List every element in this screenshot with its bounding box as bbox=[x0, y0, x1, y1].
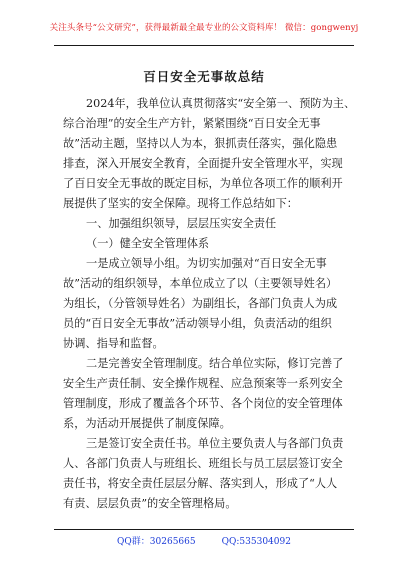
body-line: 一是成立领导小组。为切实加强对“百日安全无事 bbox=[86, 257, 327, 270]
document-body bbox=[63, 94, 363, 514]
body-line: 管理制度，形成了覆盖各个环节、各个岗位的安全管理体 bbox=[63, 397, 343, 410]
header-banner: 关注头条号“公文研究”，获得最新最全最专业的公文资料库！ 微信：gongwenyj bbox=[49, 23, 359, 33]
body-line: 2024年，我单位认真贯彻落实“安全第一、预防为主、 bbox=[86, 97, 356, 110]
body-line: 系，为活动开展提供了制度保障。 bbox=[63, 417, 231, 430]
body-line: 故”活动主题，坚持以人为本，狠抓责任落实，强化隐患 bbox=[63, 137, 338, 150]
body-line: 为组长，（分管领导姓名）为副组长，各部门负责人为成 bbox=[63, 297, 338, 310]
body-line: 一、加强组织领导，层层压实安全责任 bbox=[86, 217, 277, 230]
body-line: 三是签订安全责任书。单位主要负责人与各部门负责 bbox=[86, 437, 344, 450]
body-line: （一）健全安全管理体系 bbox=[86, 237, 210, 250]
header-divider bbox=[54, 45, 354, 46]
body-line: 协调、指导和监督。 bbox=[63, 337, 164, 350]
footer-divider bbox=[54, 529, 354, 530]
body-line: 有责、层层负责”的安全管理格局。 bbox=[63, 497, 237, 510]
footer-contact bbox=[0, 534, 408, 547]
body-line: 了百日安全无事故的既定目标，为单位各项工作的顺利开 bbox=[63, 177, 343, 190]
footer-qq-group: QQ群：30265665 bbox=[117, 537, 196, 547]
body-line: 安全生产责任制、安全操作规程、应急预案等一系列安全 bbox=[63, 377, 343, 390]
body-line: 故”活动的组织领导，本单位成立了以（主要领导姓名） bbox=[63, 277, 338, 290]
body-line: 责任书，将安全责任层层分解、落实到人，形成了“人人 bbox=[63, 477, 338, 490]
body-line: 二是完善安全管理制度。结合单位实际，修订完善了 bbox=[86, 357, 344, 370]
body-line: 排查，深入开展安全教育，全面提升安全管理水平，实现 bbox=[63, 157, 343, 170]
footer-qq: QQ:535304092 bbox=[221, 537, 291, 547]
body-line: 员的“百日安全无事故”活动领导小组，负责活动的组织 bbox=[63, 317, 332, 330]
body-line: 人、各部门负责人与班组长、班组长与员工层层签订安全 bbox=[63, 457, 343, 470]
body-line: 综合治理”的安全生产方针，紧紧围绕“百日安全无事 bbox=[63, 117, 321, 130]
body-line: 展提供了坚实的安全保障。现将工作总结如下： bbox=[63, 197, 298, 210]
document-title: 百日安全无事故总结 bbox=[143, 69, 265, 84]
